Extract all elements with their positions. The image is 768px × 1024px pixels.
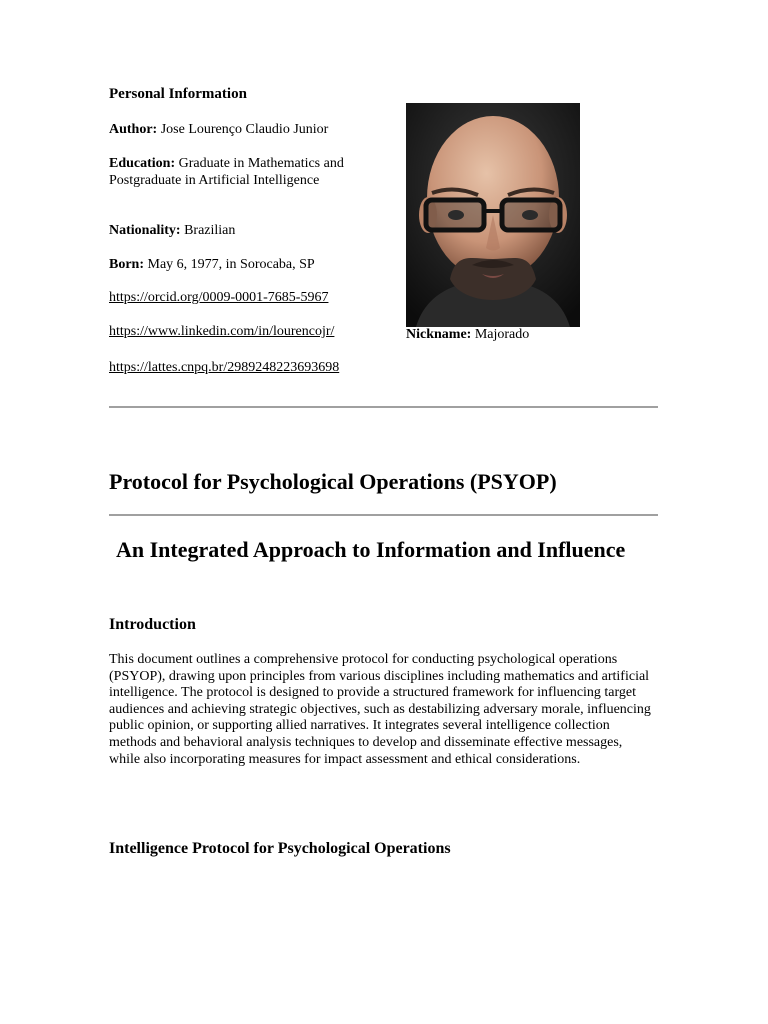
nickname-field [406, 327, 529, 343]
document-title: Protocol for Psychological Operations (PSYOP) [109, 469, 557, 494]
introduction-heading: Introduction [109, 616, 196, 633]
orcid-link[interactable]: https://orcid.org/0009-0001-7685-5967 [109, 290, 329, 305]
lattes-link[interactable]: https://lattes.cnpq.br/2989248223693698 [109, 360, 340, 375]
born-label: Born: [109, 257, 144, 272]
education-field [109, 155, 354, 189]
author-photo [406, 103, 580, 327]
education-label: Education: [109, 156, 176, 171]
linkedin-link[interactable]: https://www.linkedin.com/in/lourencojr/ [109, 324, 335, 339]
author-value: Jose Lourenço Claudio Junior [160, 122, 329, 137]
education-value: Graduate in Mathematics and Postgraduate in Artificial Intelligence [109, 156, 344, 188]
nationality-value: Brazilian [184, 223, 236, 238]
born-value: May 6, 1977, in Sorocaba, SP [147, 257, 315, 272]
born-field [109, 256, 359, 273]
document-subtitle: An Integrated Approach to Information and Influence [116, 537, 626, 562]
personal-info-heading: Personal Information [109, 86, 247, 102]
nationality-field [109, 222, 359, 239]
nickname-label: Nickname: [406, 327, 472, 342]
introduction-paragraph: This document outlines a comprehensive protocol for conducting psychological operations (PSYOP), drawing upon principles from various disciplines including mathematics and artificial intelligence. The protocol is designed to provide a structured framework for influencing target audiences and achieving strategic objectives, such as destabilizing adversary morale, influencing public opinion, or supporting allied narratives. It integrates several intelligence collection methods and behavioral analysis techniques to develop and disseminate effective messages, while also incorporating measures for impact assessment and ethical considerations. [109, 652, 651, 767]
divider [109, 514, 658, 516]
section-heading: Intelligence Protocol for Psychological Operations [109, 840, 451, 857]
nickname-value: Majorado [474, 327, 530, 342]
portrait-image [406, 103, 580, 327]
nationality-label: Nationality: [109, 223, 181, 238]
author-field [109, 121, 359, 138]
divider [109, 406, 658, 408]
author-label: Author: [109, 122, 158, 137]
